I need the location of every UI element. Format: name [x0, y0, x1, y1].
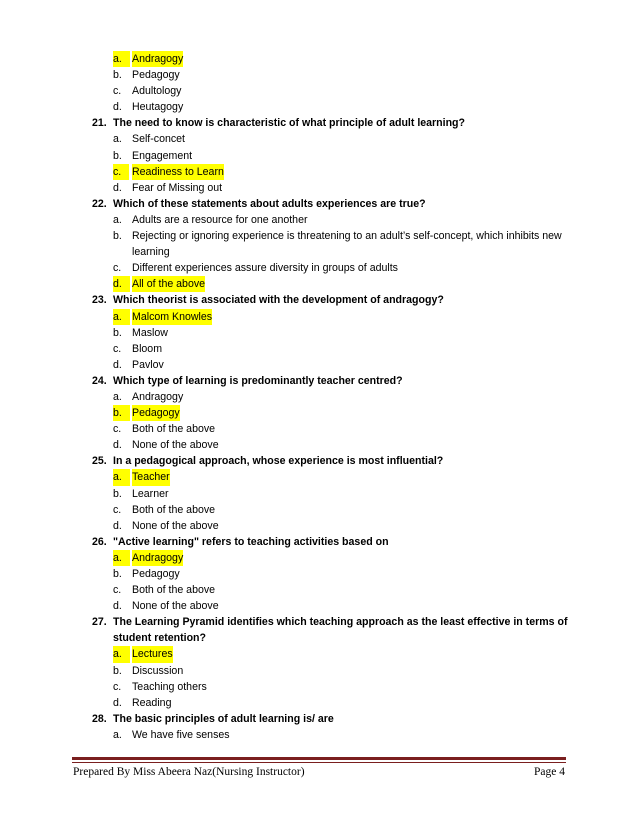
- option-text: Pedagogy: [132, 405, 180, 421]
- answer-option-correct: [0, 164, 638, 180]
- answer-option: [0, 83, 638, 99]
- option-letter: b.: [113, 69, 122, 82]
- answer-option: [0, 357, 638, 373]
- answer-option: [0, 180, 638, 196]
- answer-option: [0, 727, 638, 743]
- question-number: 28.: [92, 712, 107, 725]
- question-text: Which type of learning is predominantly teacher centred?: [113, 374, 403, 387]
- option-letter: a.: [113, 646, 130, 662]
- answer-option: [0, 437, 638, 453]
- option-letter: b.: [113, 326, 122, 339]
- option-letter: d.: [113, 101, 122, 114]
- footer-rule-thin: [72, 762, 566, 763]
- option-text: Self-concet: [132, 133, 185, 146]
- question-number: 25.: [92, 455, 107, 468]
- answer-option: [0, 260, 638, 276]
- answer-option: [0, 148, 638, 164]
- option-text: Bloom: [132, 342, 163, 355]
- question-number: 21.: [92, 117, 107, 130]
- option-text: Adultology: [132, 85, 182, 98]
- footer-author: Prepared By Miss Abeera Naz(Nursing Instructor): [73, 766, 305, 778]
- answer-option-correct: [0, 469, 638, 485]
- option-letter: c.: [113, 164, 129, 180]
- option-text: Reading: [132, 696, 172, 709]
- option-text: Fear of Missing out: [132, 181, 223, 194]
- option-letter: d.: [113, 519, 122, 532]
- option-letter: b.: [113, 664, 122, 677]
- option-text: Both of the above: [132, 423, 216, 436]
- question-text: Which of these statements about adults experiences are true?: [113, 197, 426, 210]
- question-21: [0, 115, 638, 131]
- question-22: [0, 196, 638, 212]
- option-letter: d.: [113, 600, 122, 613]
- option-text: Pavlov: [132, 358, 164, 371]
- option-text: Heutagogy: [132, 101, 184, 114]
- option-text: Pedagogy: [132, 568, 180, 580]
- question-24: [0, 373, 638, 389]
- question-28: [0, 711, 638, 727]
- option-letter: c.: [113, 262, 122, 275]
- option-text: None of the above: [132, 439, 219, 452]
- option-text: Both of the above: [132, 503, 216, 516]
- option-text: We have five senses: [132, 728, 230, 741]
- option-text: Malcom Knowles: [132, 309, 212, 325]
- answer-option: [0, 502, 638, 518]
- option-text: Teaching others: [132, 680, 207, 693]
- question-number: 22.: [92, 197, 107, 210]
- answer-option: [0, 663, 638, 679]
- question-list: [0, 51, 638, 743]
- option-text: Andragogy: [132, 51, 183, 67]
- question-number: 23.: [92, 294, 107, 307]
- option-letter: b.: [113, 487, 122, 500]
- answer-option-correct: [0, 646, 638, 662]
- option-letter: d.: [113, 439, 122, 452]
- answer-option-correct: [0, 405, 638, 421]
- question-26: [0, 534, 638, 550]
- footer-page-number: Page 4: [534, 766, 565, 778]
- option-letter: a.: [113, 213, 122, 226]
- option-letter: a.: [113, 133, 122, 146]
- option-letter: a.: [113, 728, 122, 741]
- question-text: In a pedagogical approach, whose experience is most influential?: [113, 455, 444, 468]
- answer-option: [0, 389, 638, 405]
- option-letter: b.: [113, 568, 122, 580]
- option-letter: d.: [113, 696, 122, 709]
- option-text: Engagement: [132, 149, 193, 162]
- answer-option: [0, 486, 638, 502]
- option-letter: d.: [113, 181, 122, 194]
- question-number: 27.: [92, 616, 107, 629]
- question-text: "Active learning" refers to teaching activities based on: [113, 535, 389, 548]
- option-letter: a.: [113, 390, 122, 403]
- answer-option: [0, 598, 638, 614]
- option-text: All of the above: [132, 276, 205, 292]
- option-text: Readiness to Learn: [132, 164, 224, 180]
- option-letter: c.: [113, 423, 122, 436]
- answer-option-correct: [0, 51, 638, 67]
- question-text: The need to know is characteristic of what principle of adult learning?: [113, 117, 466, 130]
- option-text: Maslow: [132, 326, 168, 339]
- option-letter: d.: [113, 276, 130, 292]
- option-letter: a.: [113, 469, 130, 485]
- option-text: None of the above: [132, 519, 219, 532]
- answer-option-correct: [0, 309, 638, 325]
- answer-option: [0, 421, 638, 437]
- answer-option: [0, 695, 638, 711]
- option-text: Learner: [132, 487, 169, 500]
- option-letter: a.: [113, 51, 130, 67]
- question-25: [0, 453, 638, 469]
- option-letter: c.: [113, 584, 122, 597]
- option-letter: a.: [113, 309, 130, 325]
- answer-option: [0, 99, 638, 115]
- answer-option: [0, 325, 638, 341]
- question-text: The Learning Pyramid identifies which teaching approach as the least effective in terms of: [113, 616, 568, 629]
- answer-option: [0, 679, 638, 695]
- option-text: Both of the above: [132, 584, 216, 597]
- answer-option-correct: [0, 550, 638, 566]
- question-27: [0, 614, 638, 630]
- option-text: None of the above: [132, 600, 219, 613]
- option-text: Andragogy: [132, 550, 183, 566]
- answer-option: [0, 341, 638, 357]
- option-letter: d.: [113, 358, 122, 371]
- option-letter: b.: [113, 230, 122, 243]
- answer-option: [0, 131, 638, 147]
- answer-option: [0, 518, 638, 534]
- answer-option: [0, 566, 638, 582]
- option-text: Rejecting or ignoring experience is threatening to an adult’s self-concept, which inhibits new: [132, 230, 562, 243]
- question-23: [0, 292, 638, 308]
- option-text: Pedagogy: [132, 69, 180, 82]
- option-letter: c.: [113, 342, 122, 355]
- question-number: 24.: [92, 374, 107, 387]
- option-letter: c.: [113, 680, 122, 693]
- answer-option: [0, 228, 638, 244]
- option-text: Lectures: [132, 646, 173, 662]
- answer-option: [0, 212, 638, 228]
- option-continuation: [0, 244, 638, 260]
- option-text: Teacher: [132, 469, 170, 485]
- question-continuation: [0, 630, 638, 646]
- option-text: Different experiences assure diversity in groups of adults: [132, 262, 398, 275]
- option-text: Discussion: [132, 664, 184, 677]
- option-letter: a.: [113, 550, 130, 566]
- answer-option-correct: [0, 276, 638, 292]
- option-letter: c.: [113, 503, 122, 516]
- option-letter: b.: [113, 149, 122, 162]
- option-letter: b.: [113, 405, 130, 421]
- continuation-text: learning: [132, 246, 170, 259]
- question-text: The basic principles of adult learning is/ are: [113, 712, 334, 725]
- option-text: Adults are a resource for one another: [132, 213, 308, 226]
- option-letter: c.: [113, 85, 122, 98]
- footer-rule-thick: [72, 757, 566, 760]
- answer-option: [0, 67, 638, 83]
- option-text: Andragogy: [132, 390, 184, 403]
- question-text: Which theorist is associated with the development of andragogy?: [113, 294, 444, 307]
- answer-option: [0, 582, 638, 598]
- question-number: 26.: [92, 535, 107, 548]
- continuation-text: student retention?: [113, 632, 206, 645]
